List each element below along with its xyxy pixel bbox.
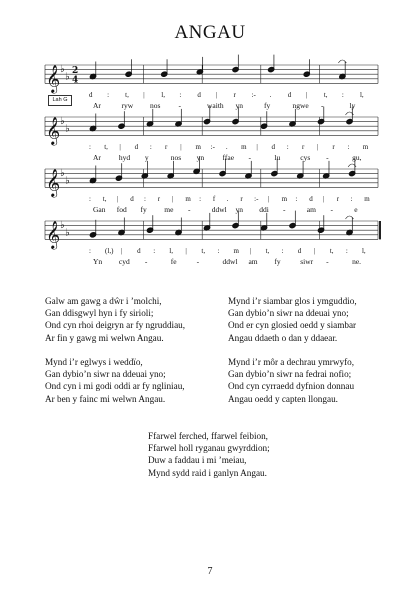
solfa-syllable: : xyxy=(153,247,156,256)
lyric-syllable: Yn xyxy=(93,257,103,267)
verse-line: Ond cyn rhoi deigryn ar fy ngruddiau, xyxy=(45,320,186,331)
verse-line: Mynd i’r siambar glos i ymguddio, xyxy=(228,296,357,306)
solfa-syllable: r xyxy=(301,143,305,152)
lyric-syllable: fod xyxy=(116,205,127,215)
solfa-syllable: r xyxy=(157,195,161,204)
lyric-syllable: - xyxy=(326,257,329,267)
clefs xyxy=(46,64,78,250)
verse-line: Gan dybio’n siwr na ddeuai yno; xyxy=(228,308,349,319)
lyric-syllable: - xyxy=(321,101,324,111)
flat-icon: ♭ xyxy=(65,227,70,239)
verse-2 xyxy=(45,356,185,405)
lyric-syllable: fy xyxy=(140,205,147,215)
lyric-syllable: - xyxy=(178,101,181,111)
solfa-syllable: r xyxy=(240,195,243,204)
lyric-syllable: am xyxy=(248,257,258,267)
solfa-syllable: : xyxy=(295,195,298,204)
verse-line: Gan dybio’n siwr na ddeuai yno; xyxy=(45,369,166,380)
lyric-syllable: siwr xyxy=(300,257,314,267)
solfa-syllable: : xyxy=(341,91,344,100)
flat-icon: ♭ xyxy=(60,63,65,75)
verse-line: Ar fin y gawg mi welwn Angau. xyxy=(45,332,164,343)
verse-line: Mynd sydd raid i ganlyn Angau. xyxy=(148,467,267,478)
verse-line: Ar ben y fainc mi welwn Angau. xyxy=(45,393,166,404)
treble-clef-icon: 𝄞 xyxy=(46,64,61,93)
verse-1 xyxy=(45,295,185,344)
page-number: 7 xyxy=(207,566,213,577)
solfa-syllable: r xyxy=(332,143,335,152)
solfa-syllable: l, xyxy=(361,247,366,256)
lyric-syllable: hyd xyxy=(118,153,131,163)
solfa-syllable: d xyxy=(134,143,139,152)
solfa-syllable: | xyxy=(322,195,325,204)
solfa-syllable: m xyxy=(241,143,247,152)
treble-clef-icon: 𝄞 xyxy=(46,220,61,249)
solfa-syllable: f xyxy=(212,195,216,204)
solfa-syllable: | xyxy=(119,143,121,152)
lyric-syllable: y xyxy=(144,153,149,163)
solfa-syllable: r xyxy=(165,143,168,152)
lyric-syllable: yn xyxy=(196,153,205,163)
verse-line: Mynd i’r môr a dechrau ymrwyfo, xyxy=(228,357,355,367)
solfa-syllable: : xyxy=(179,91,182,100)
solfa-syllable: : xyxy=(347,143,350,152)
solfa-syllable: : xyxy=(89,195,91,204)
verse-line: Mynd i’r eglwys i weddïo, xyxy=(45,357,143,367)
lyric-syllable: e xyxy=(354,205,358,215)
verse-line: Angau ddaeth o dan y ddaear. xyxy=(228,332,338,343)
solfa-syllable: | xyxy=(313,247,316,256)
solfa-syllable: (l,) xyxy=(105,247,114,256)
solfa-syllable: t, xyxy=(104,143,108,152)
solfa-syllable: m xyxy=(362,143,369,152)
solfa-syllable: m xyxy=(233,247,239,256)
flat-icon: ♭ xyxy=(60,219,65,231)
solfa-syllable: t, xyxy=(329,247,334,256)
solfa-syllable: . xyxy=(269,91,272,100)
solfa-syllable: : xyxy=(199,195,202,204)
verse-line: Gan dybio’n siwr na fedrai nofio; xyxy=(228,369,352,380)
lyric-syllable: ngwe xyxy=(292,101,309,111)
solfa-syllable: : xyxy=(149,143,152,152)
lyric-syllable: Ar xyxy=(93,101,101,111)
verse-line: Gan ddisgwyl hyn i fy sirioli; xyxy=(45,308,154,319)
solfa-syllable: | xyxy=(171,195,173,204)
solfa-syllable: | xyxy=(249,247,251,256)
solfa-syllable: :- xyxy=(210,143,215,152)
flat-icon: ♭ xyxy=(65,175,70,187)
lyric-syllable: - xyxy=(283,205,286,215)
lyric-syllable: cys xyxy=(300,153,311,163)
lyric-syllable: - xyxy=(326,153,329,163)
solfa-syllable: : xyxy=(345,247,348,256)
lyric-syllable: - xyxy=(196,257,200,267)
lyric-syllable: fy xyxy=(264,101,271,111)
lyric-syllable: nos xyxy=(150,101,161,111)
lyric-syllable: nos xyxy=(170,153,182,163)
solfa-syllable: | xyxy=(143,91,145,100)
verse-line: Galw am gawg a dŵr i ’molchi, xyxy=(45,296,162,306)
solfa-syllable: | xyxy=(267,195,270,204)
solfa-syllable: t, xyxy=(201,247,206,256)
lyric-syllable: ddi xyxy=(259,205,269,215)
verse-line: Ond er cyn glosied oedd y siambar xyxy=(228,320,357,331)
lyric-syllable: gu, xyxy=(352,153,362,163)
verse-4 xyxy=(228,356,354,405)
solfa-syllable: | xyxy=(121,247,123,256)
key-signature-label: Lah G xyxy=(48,95,72,106)
lyric-syllable: fe xyxy=(170,257,177,267)
solfa-syllable: : xyxy=(89,247,91,256)
verse-line: Angau oedd y capten llongau. xyxy=(228,393,338,404)
time-signature: 2 xyxy=(72,66,79,77)
lyric-syllable: ddwl xyxy=(211,205,227,215)
treble-clef-icon: 𝄞 xyxy=(46,168,61,197)
solfa-syllable: | xyxy=(317,143,319,152)
solfa-syllable: d xyxy=(197,91,201,100)
solfa-syllable: t, xyxy=(125,91,129,100)
solfa-syllable: t, xyxy=(323,91,328,100)
solfa-syllable: : xyxy=(281,247,284,256)
lyric-syllable: yn xyxy=(235,101,243,111)
lyric-syllable: waith xyxy=(207,101,224,111)
solfa-syllable: | xyxy=(185,247,187,256)
lyric-syllable: Ar xyxy=(93,153,101,163)
solfa-syllable: d xyxy=(287,91,292,100)
lyric-syllable: - xyxy=(144,257,148,267)
flat-icon: ♭ xyxy=(60,167,65,179)
flat-icon: ♭ xyxy=(60,115,65,127)
solfa-syllable: | xyxy=(215,91,217,100)
solfa-syllable: : xyxy=(89,143,91,152)
verse-line: Duw a faddau i mi ’meiau, xyxy=(148,455,247,466)
solfa-syllable: | xyxy=(116,195,118,204)
lyric-syllable: - xyxy=(248,153,251,163)
solfa-syllable: | xyxy=(305,91,308,100)
lyric-syllable: lu xyxy=(274,153,281,163)
flat-icon: ♭ xyxy=(65,71,70,83)
verse-line: Ffarwel ferched, ffarwel feibion, xyxy=(148,431,268,441)
lyric-syllable: ne. xyxy=(352,257,362,267)
lyric-syllable: ryw xyxy=(121,101,134,111)
lyric-syllable: ffae xyxy=(222,153,235,163)
solfa-syllable: r xyxy=(336,195,340,204)
verse-line: Ffarwel holl ryganau gwyrddion; xyxy=(148,443,270,454)
solfa-syllable: d xyxy=(297,247,302,256)
lyric-syllable: ly xyxy=(349,101,356,111)
solfa-syllable: l, xyxy=(359,91,364,100)
time-signature: 4 xyxy=(72,75,79,86)
solfa-syllable: d xyxy=(271,143,276,152)
solfa-syllable: : xyxy=(107,91,110,100)
solfa-syllable: . xyxy=(225,143,228,152)
solfa-syllable: :- xyxy=(254,195,259,204)
solfa-syllable: t, xyxy=(265,247,270,256)
verse-line: Ond cyn cyrraedd dyfnion donnau xyxy=(228,381,355,392)
solfa-syllable: d xyxy=(309,195,313,204)
lyric-syllable: cyd xyxy=(118,257,130,267)
lyric-syllable: yn xyxy=(235,205,243,215)
verse-3 xyxy=(228,295,357,344)
solfa-syllable: : xyxy=(144,195,146,204)
verse-5 xyxy=(148,430,270,479)
solfa-syllable: d xyxy=(137,247,141,256)
solfa-syllable: : xyxy=(286,143,289,152)
solfa-syllable: m xyxy=(185,195,191,204)
lyric-syllable: me xyxy=(164,205,174,215)
lyric-syllable: am xyxy=(306,205,316,215)
solfa-syllable: m xyxy=(195,143,201,152)
lyric-syllable: ddwl xyxy=(222,257,238,267)
solfa-syllable: | xyxy=(256,143,258,152)
lyric-syllable: - xyxy=(330,205,333,215)
treble-clef-icon: 𝄞 xyxy=(46,116,61,145)
solfa-syllable: d xyxy=(130,195,134,204)
lyric-syllable: - xyxy=(188,205,191,215)
solfa-syllable: t, xyxy=(102,195,107,204)
solfa-syllable: l, xyxy=(169,247,173,256)
solfa-syllable: l, xyxy=(161,91,165,100)
song-title: ANGAU xyxy=(174,22,246,43)
lyric-syllable: fy xyxy=(274,257,281,267)
solfa-syllable: d xyxy=(89,91,93,100)
verse-line: Ond cyn i mi godi oddi ar fy ngliniau, xyxy=(45,381,185,392)
solfa-syllable: r xyxy=(233,91,236,100)
solfa-syllable: : xyxy=(217,247,220,256)
solfa-syllable: m xyxy=(281,195,288,204)
solfa-syllable: : xyxy=(350,195,353,204)
solfa-syllable: . xyxy=(226,195,229,204)
flat-icon: ♭ xyxy=(65,123,70,135)
lyric-syllable: Gan xyxy=(93,205,106,215)
solfa-syllable: m xyxy=(364,195,370,204)
solfa-syllable: | xyxy=(180,143,182,152)
solfa-syllable: :- xyxy=(251,91,256,100)
